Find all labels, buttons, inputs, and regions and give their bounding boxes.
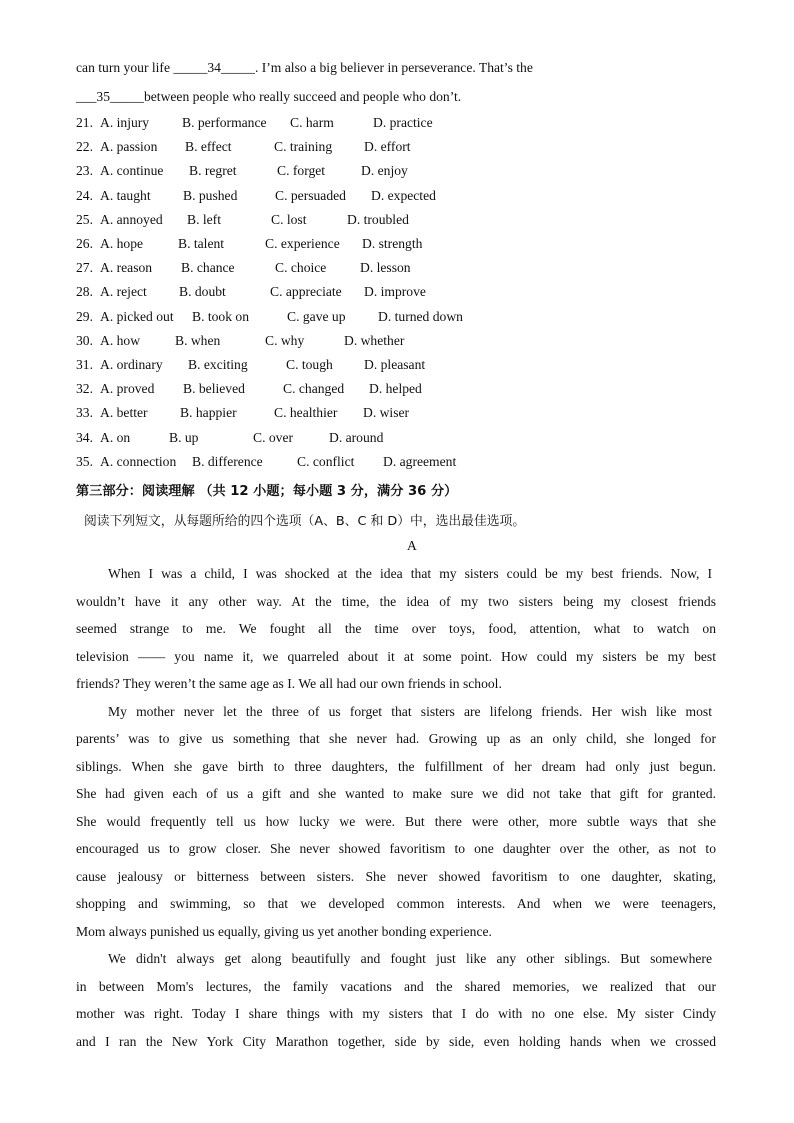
option-c: C. conflict <box>297 453 355 469</box>
question-number: 35. <box>76 453 93 469</box>
question-number: 24. <box>76 187 93 203</box>
question-number: 32. <box>76 381 93 397</box>
question-number: 23. <box>76 163 93 179</box>
option-c: C. healthier <box>274 405 338 421</box>
passage-line: parents’ was to give us something that she never had. Growing up as an only child, she longed for <box>76 731 716 746</box>
question-number: 25. <box>76 211 93 227</box>
passage-line: and I ran the New York City Marathon together, side by side, even holding hands when we crossed <box>76 1033 716 1049</box>
section-heading: 第三部分：阅读理解 （共 12 小题；每小题 3 分，满分 36 分） <box>76 484 458 499</box>
instruction-text: 阅读下列短文，从每题所给的四个选项（A、B、C 和 D）中，选出最佳选项。 <box>84 514 526 529</box>
option-b: B. pushed <box>183 187 238 203</box>
passage-line: Mom always punished us equally, giving us yet another bonding experience. <box>76 923 492 939</box>
option-c: C. forget <box>277 163 326 179</box>
option-c: C. gave up <box>287 308 346 324</box>
option-a: A. taught <box>100 187 151 203</box>
passage-line: siblings. When she gave birth to three daughters, the fulfillment of her dream had only just begun. <box>76 758 716 774</box>
option-a: A. reject <box>100 284 147 300</box>
option-b: B. left <box>187 211 221 227</box>
passage-line: in between Mom's lectures, the family vacations and the shared memories, we realized that our <box>76 978 716 994</box>
option-c: C. persuaded <box>275 187 346 203</box>
option-c: C. harm <box>290 115 334 130</box>
option-a: A. passion <box>100 139 158 155</box>
option-d: D. turned down <box>378 308 463 324</box>
question-number: 30. <box>76 332 93 348</box>
option-a: A. picked out <box>100 308 174 324</box>
option-b: B. exciting <box>188 357 248 372</box>
option-b: B. performance <box>182 115 267 130</box>
passage-line: cause jealousy or bitterness between sisters. She never showed favoritism to one daughter, skating, <box>76 868 716 884</box>
option-b: B. effect <box>185 139 232 155</box>
option-b: B. talent <box>178 236 225 251</box>
passage-line: She would frequently tell us how lucky we were. But there were other, more subtle ways that she <box>76 813 716 829</box>
cloze-text-line-2: ___35_____between people who really succeed and people who don’t. <box>76 89 462 104</box>
cloze-text-line-1: can turn your life _____34_____. I’m also a big believer in perseverance. That’s the <box>76 60 533 75</box>
passage-line: shopping and swimming, so that we developed common interests. And when we were teenagers, <box>76 896 716 911</box>
question-number: 29. <box>76 308 93 324</box>
option-c: C. experience <box>265 236 340 251</box>
option-a: A. how <box>100 332 141 348</box>
question-number: 28. <box>76 284 93 300</box>
option-d: D. troubled <box>347 211 409 227</box>
passage-line: friends? They weren’t the same age as I. We all had our own friends in school. <box>76 676 502 691</box>
option-b: B. happier <box>180 405 237 421</box>
option-d: D. whether <box>344 332 405 348</box>
question-number: 27. <box>76 260 93 276</box>
option-c: C. why <box>265 332 305 348</box>
option-d: D. effort <box>364 139 411 155</box>
question-number: 34. <box>76 429 93 445</box>
option-a: A. injury <box>100 115 150 130</box>
option-d: D. enjoy <box>361 163 408 179</box>
question-number: 31. <box>76 357 93 372</box>
option-b: B. took on <box>192 308 250 324</box>
option-c: C. lost <box>271 211 307 227</box>
option-d: D. pleasant <box>364 357 426 372</box>
passage-line: When I was a child, I was shocked at the idea that my sisters could be my best friends. Now, I <box>108 566 712 581</box>
option-a: A. hope <box>100 236 144 251</box>
question-number: 21. <box>76 115 93 130</box>
option-a: A. ordinary <box>100 357 163 372</box>
option-b: B. doubt <box>179 284 226 300</box>
option-d: D. around <box>329 429 384 445</box>
question-number: 26. <box>76 236 93 251</box>
passage-title: A <box>407 538 417 553</box>
option-a: A. better <box>100 405 148 421</box>
question-number: 22. <box>76 139 93 155</box>
option-c: C. changed <box>283 381 345 397</box>
passage-line: television —— you name it, we quarreled about it at some point. How could my sisters be my best <box>76 648 716 664</box>
option-d: D. expected <box>371 187 436 203</box>
passage-line: mother was right. Today I share things with my sisters that I do with no one else. My sister Cindy <box>76 1006 716 1021</box>
passage-line: wouldn’t have it any other way. At the time, the idea of my two sisters being my closest friends <box>76 593 716 609</box>
passage-line: encouraged us to grow closer. She never showed favoritism to one daughter over the other, as not to <box>76 841 716 856</box>
option-a: A. connection <box>100 453 177 469</box>
passage-line: seemed strange to me. We fought all the time over toys, food, attention, what to watch on <box>76 621 716 636</box>
option-c: C. appreciate <box>270 284 342 300</box>
option-c: C. choice <box>275 260 327 276</box>
option-d: D. practice <box>373 115 433 130</box>
option-d: D. wiser <box>363 405 410 421</box>
option-b: B. chance <box>181 260 235 276</box>
option-b: B. believed <box>183 381 245 397</box>
passage-line: She had given each of us a gift and she wanted to make sure we did not take that gift for granted. <box>76 786 716 801</box>
option-a: A. continue <box>100 163 164 179</box>
option-a: A. reason <box>100 260 153 276</box>
passage-line: My mother never let the three of us forget that sisters are lifelong friends. Her wish like most <box>108 703 712 719</box>
option-a: A. annoyed <box>100 211 163 227</box>
option-c: C. training <box>274 139 333 155</box>
option-d: D. improve <box>364 284 426 300</box>
option-c: C. tough <box>286 357 333 372</box>
option-d: D. strength <box>362 236 423 251</box>
option-d: D. lesson <box>360 260 411 276</box>
option-b: B. up <box>169 429 199 445</box>
option-a: A. on <box>100 429 131 445</box>
passage-line: We didn't always get along beautifully and fought just like any other siblings. But somewhere <box>108 951 712 966</box>
option-b: B. when <box>175 332 221 348</box>
option-d: D. agreement <box>383 453 457 469</box>
option-c: C. over <box>253 429 294 445</box>
option-a: A. proved <box>100 381 155 397</box>
question-number: 33. <box>76 405 93 421</box>
option-b: B. difference <box>192 453 263 469</box>
option-d: D. helped <box>369 381 422 397</box>
option-b: B. regret <box>189 163 237 179</box>
